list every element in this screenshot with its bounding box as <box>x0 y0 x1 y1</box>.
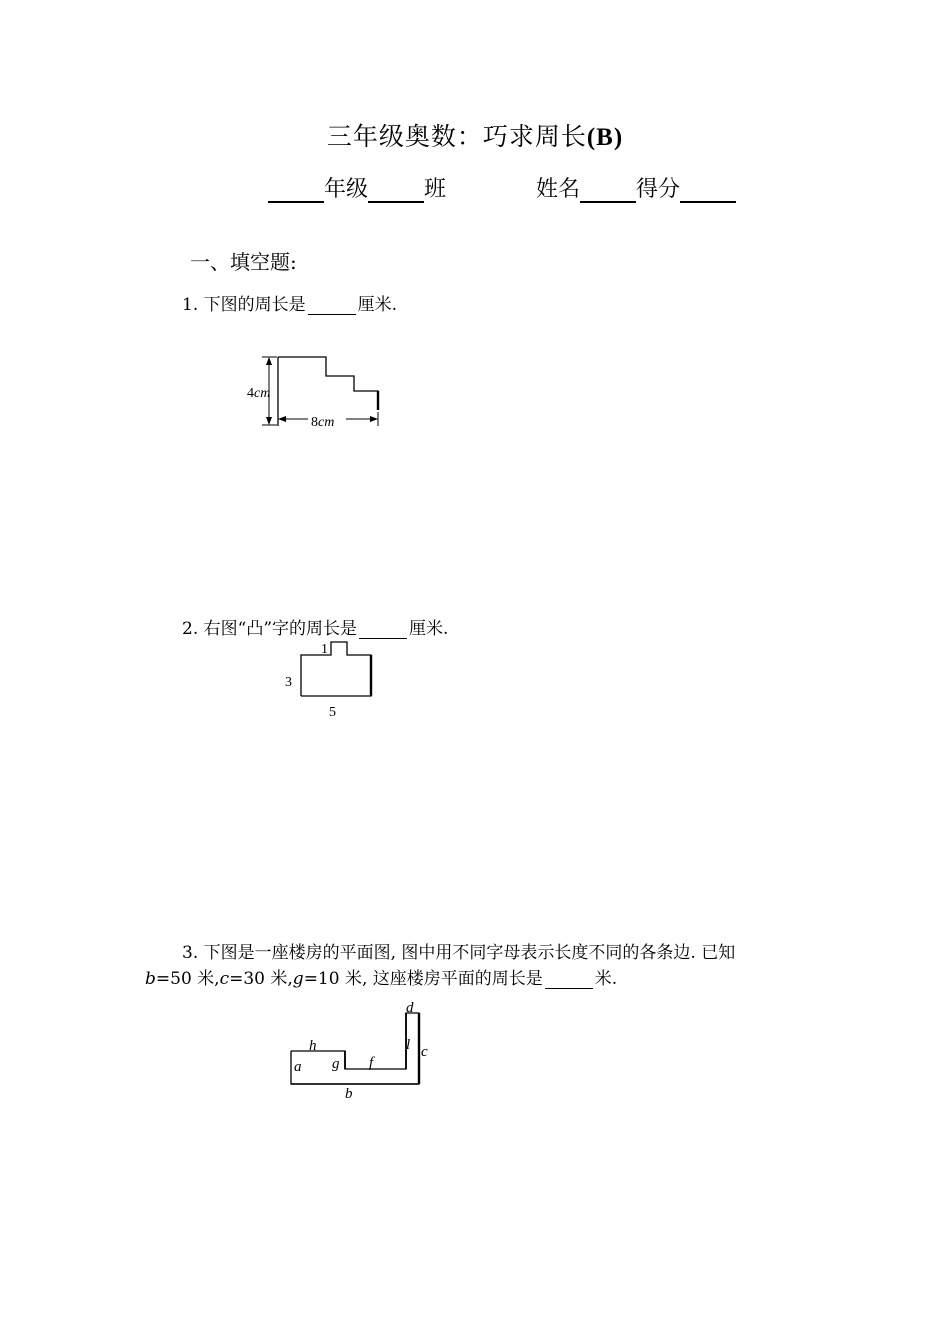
q3-label-c: c <box>421 1044 428 1060</box>
title-suffix: (B) <box>586 124 624 151</box>
q2-prefix: 2. 右图“凸”字的周长是 <box>182 619 358 639</box>
q3-label-b: b <box>345 1086 353 1102</box>
q3-c-val: =30 米, <box>229 969 293 989</box>
q2-side-label: 3 <box>285 675 292 690</box>
score-blank[interactable] <box>680 175 736 203</box>
page-title <box>0 117 950 153</box>
name-label: 姓名 <box>536 177 581 202</box>
q3-c-var: c <box>219 969 230 989</box>
q3-suffix: 米. <box>594 969 618 989</box>
q3-label-d: d <box>406 1000 414 1016</box>
q3-label-f: f <box>369 1055 374 1071</box>
section-heading: 一、填空题: <box>190 250 297 274</box>
q1-prefix: 1. 下图的周长是 <box>182 295 306 315</box>
class-blank[interactable] <box>368 175 424 203</box>
q3-g-val: =10 米, 这座楼房平面的周长是 <box>303 969 543 989</box>
svg-text:4cm <box>247 386 270 401</box>
svg-text:8cm <box>311 415 334 430</box>
q3-label-h: h <box>309 1038 317 1054</box>
q3-label-g: g <box>332 1056 340 1072</box>
title-main: 三年级奥数：巧求周长 <box>326 122 587 151</box>
score-label: 得分 <box>636 177 681 202</box>
q1-answer-blank[interactable] <box>308 296 356 315</box>
q2-convex-shape <box>301 642 371 696</box>
question-1 <box>182 290 397 315</box>
info-name-score <box>536 172 736 203</box>
question-2 <box>182 614 448 639</box>
question-3-line1: 3. 下图是一座楼房的平面图, 图中用不同字母表示长度不同的各条边. 已知 <box>182 943 736 963</box>
q2-bottom-label: 5 <box>329 705 336 720</box>
q1-staircase-shape <box>278 357 378 410</box>
q1-figure <box>240 350 400 435</box>
info-grade-class <box>268 172 446 203</box>
grade-label: 年级 <box>324 177 369 202</box>
q3-label-l: l <box>406 1037 411 1053</box>
question-3-line2 <box>145 964 617 989</box>
q1-suffix: 厘米. <box>357 295 398 315</box>
q1-height-num: 4 <box>247 386 254 401</box>
q2-answer-blank[interactable] <box>359 620 407 639</box>
name-blank[interactable] <box>580 175 636 203</box>
q1-width-num: 8 <box>311 415 318 430</box>
q2-top-label: 1 <box>321 642 328 657</box>
q1-width-unit: cm <box>318 415 335 430</box>
q3-answer-blank[interactable] <box>545 970 593 989</box>
q3-b-val: =50 米, <box>155 969 220 989</box>
q3-b-var: b <box>145 969 156 989</box>
q1-height-unit: cm <box>254 386 271 401</box>
q2-figure <box>280 638 390 723</box>
q2-suffix: 厘米. <box>409 619 449 639</box>
q3-g-var: g <box>292 969 304 989</box>
grade-blank[interactable] <box>268 175 324 203</box>
class-label: 班 <box>424 177 447 202</box>
q3-label-a: a <box>294 1059 302 1075</box>
q3-figure <box>280 995 440 1105</box>
